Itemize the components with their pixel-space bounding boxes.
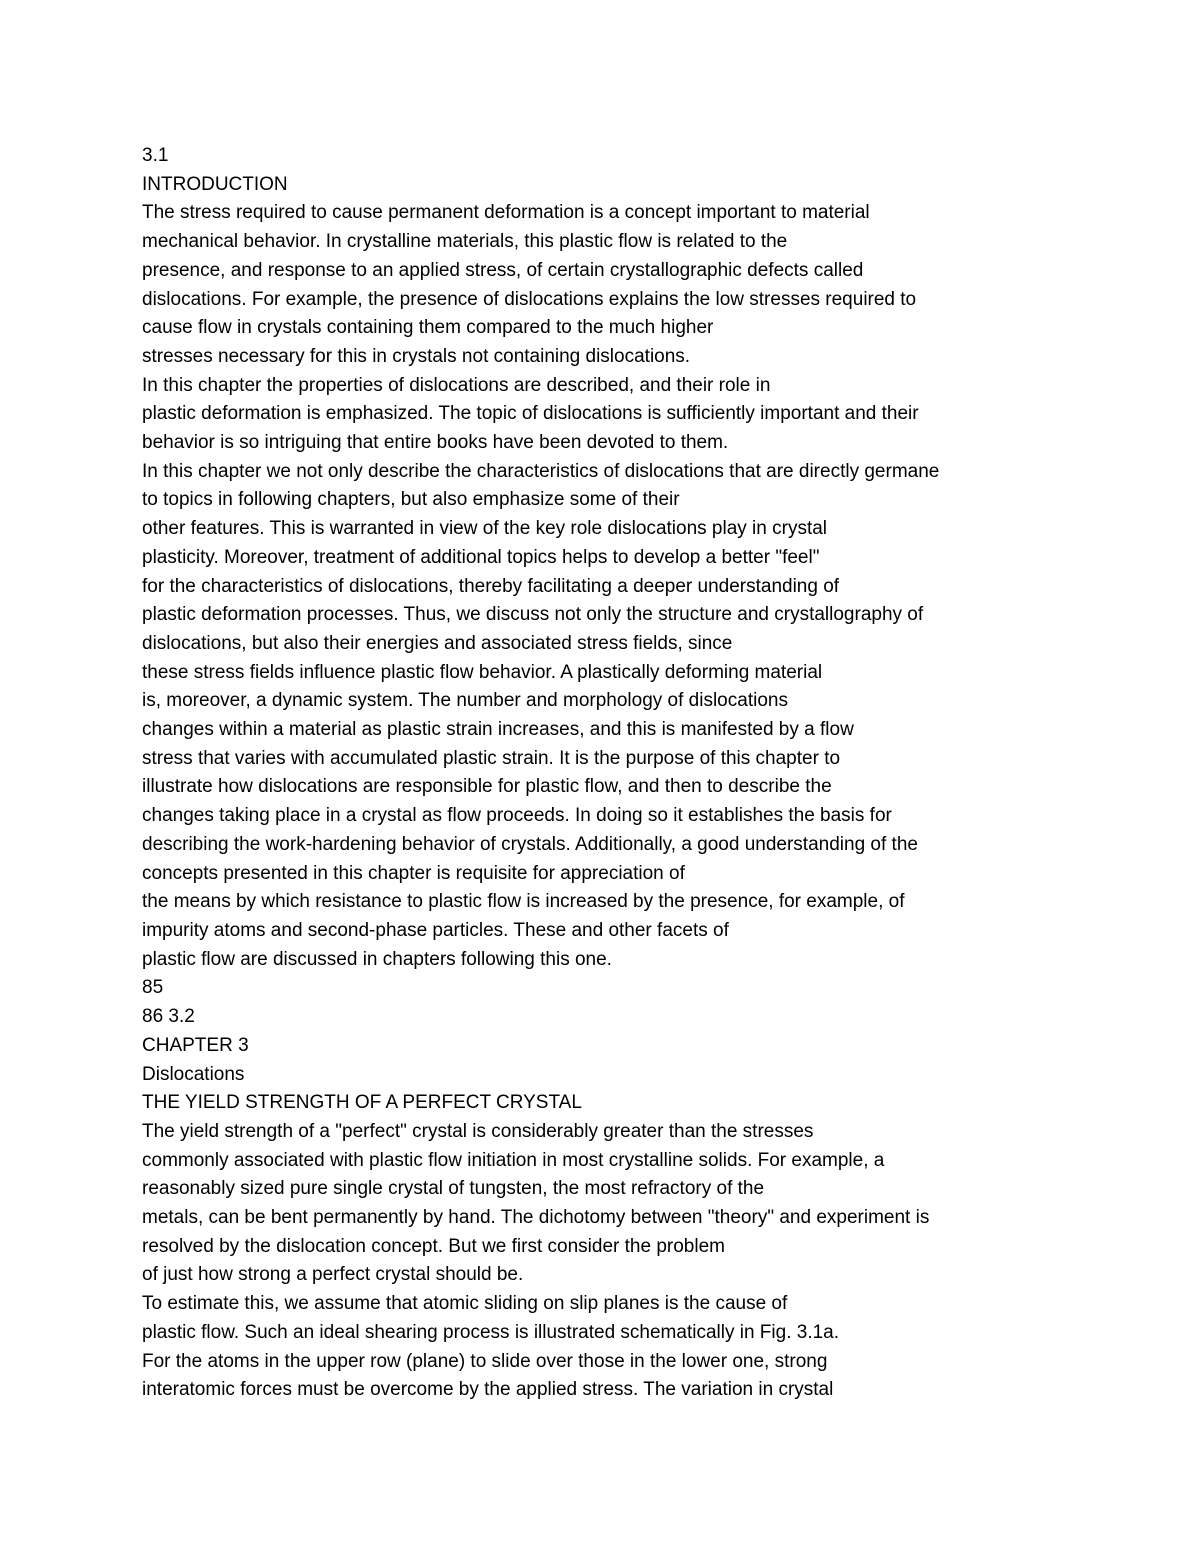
text-line: is, moreover, a dynamic system. The number and morphology of dislocations bbox=[142, 690, 788, 712]
running-header: 86 3.2 bbox=[142, 1006, 195, 1028]
document-body bbox=[142, 142, 1142, 1405]
text-line: of just how strong a perfect crystal should be. bbox=[142, 1264, 524, 1286]
text-line: the means by which resistance to plastic flow is increased by the presence, for example, of bbox=[142, 891, 905, 913]
text-line: reasonably sized pure single crystal of tungsten, the most refractory of the bbox=[142, 1178, 765, 1200]
text-line: To estimate this, we assume that atomic sliding on slip planes is the cause of bbox=[142, 1293, 788, 1315]
text-line: these stress fields influence plastic flow behavior. A plastically deforming material bbox=[142, 661, 823, 683]
page-number: 85 bbox=[142, 977, 164, 999]
text-line: stress that varies with accumulated plastic strain. It is the purpose of this chapter to bbox=[142, 747, 841, 769]
text-line: The stress required to cause permanent deformation is a concept important to material bbox=[142, 202, 870, 224]
text-line: for the characteristics of dislocations, thereby facilitating a deeper understanding of bbox=[142, 575, 840, 597]
chapter-title: Dislocations bbox=[142, 1063, 245, 1085]
text-line: mechanical behavior. In crystalline materials, this plastic flow is related to the bbox=[142, 231, 788, 253]
text-line: plastic deformation processes. Thus, we discuss not only the structure and crystallography of bbox=[142, 604, 924, 626]
text-line: In this chapter the properties of dislocations are described, and their role in bbox=[142, 374, 771, 396]
text-line: presence, and response to an applied stress, of certain crystallographic defects called bbox=[142, 259, 864, 281]
text-line: other features. This is warranted in view of the key role dislocations play in crystal bbox=[142, 518, 828, 540]
text-line: cause flow in crystals containing them compared to the much higher bbox=[142, 317, 714, 339]
text-line: plastic flow. Such an ideal shearing process is illustrated schematically in Fig. 3.1a. bbox=[142, 1321, 840, 1343]
text-line: dislocations, but also their energies and associated stress fields, since bbox=[142, 632, 733, 654]
text-line: behavior is so intriguing that entire books have been devoted to them. bbox=[142, 432, 729, 454]
text-line: For the atoms in the upper row (plane) to slide over those in the lower one, strong bbox=[142, 1350, 828, 1372]
text-line: stresses necessary for this in crystals not containing dislocations. bbox=[142, 345, 691, 367]
text-line: resolved by the dislocation concept. But we first consider the problem bbox=[142, 1235, 725, 1257]
text-line: dislocations. For example, the presence of dislocations explains the low stresses required to bbox=[142, 288, 917, 310]
text-line: In this chapter we not only describe the characteristics of dislocations that are directly germane bbox=[142, 460, 940, 482]
text-line: describing the work-hardening behavior of crystals. Additionally, a good understanding of the bbox=[142, 833, 918, 855]
text-line: plastic deformation is emphasized. The topic of dislocations is sufficiently important and their bbox=[142, 403, 919, 425]
text-line: plastic flow are discussed in chapters following this one. bbox=[142, 948, 612, 970]
text-line: illustrate how dislocations are responsible for plastic flow, and then to describe the bbox=[142, 776, 832, 798]
section-number: 3.1 bbox=[142, 145, 169, 166]
section-heading: INTRODUCTION bbox=[142, 173, 288, 195]
text-line: impurity atoms and second-phase particles. These and other facets of bbox=[142, 919, 729, 941]
text-line: changes taking place in a crystal as flow proceeds. In doing so it establishes the basis for bbox=[142, 805, 892, 827]
text-line: changes within a material as plastic strain increases, and this is manifested by a flow bbox=[142, 719, 854, 741]
text-line: to topics in following chapters, but also emphasize some of their bbox=[142, 489, 680, 511]
text-line: concepts presented in this chapter is requisite for appreciation of bbox=[142, 862, 685, 884]
chapter-label: CHAPTER 3 bbox=[142, 1034, 249, 1056]
section-heading: THE YIELD STRENGTH OF A PERFECT CRYSTAL bbox=[142, 1092, 582, 1114]
text-line: interatomic forces must be overcome by the applied stress. The variation in crystal bbox=[142, 1379, 834, 1401]
text-line: metals, can be bent permanently by hand. The dichotomy between "theory" and experiment is bbox=[142, 1207, 930, 1229]
text-line: commonly associated with plastic flow initiation in most crystalline solids. For example, a bbox=[142, 1149, 885, 1171]
text-line: plasticity. Moreover, treatment of additional topics helps to develop a better "feel" bbox=[142, 546, 820, 568]
text-line: The yield strength of a "perfect" crystal is considerably greater than the stresses bbox=[142, 1120, 814, 1142]
